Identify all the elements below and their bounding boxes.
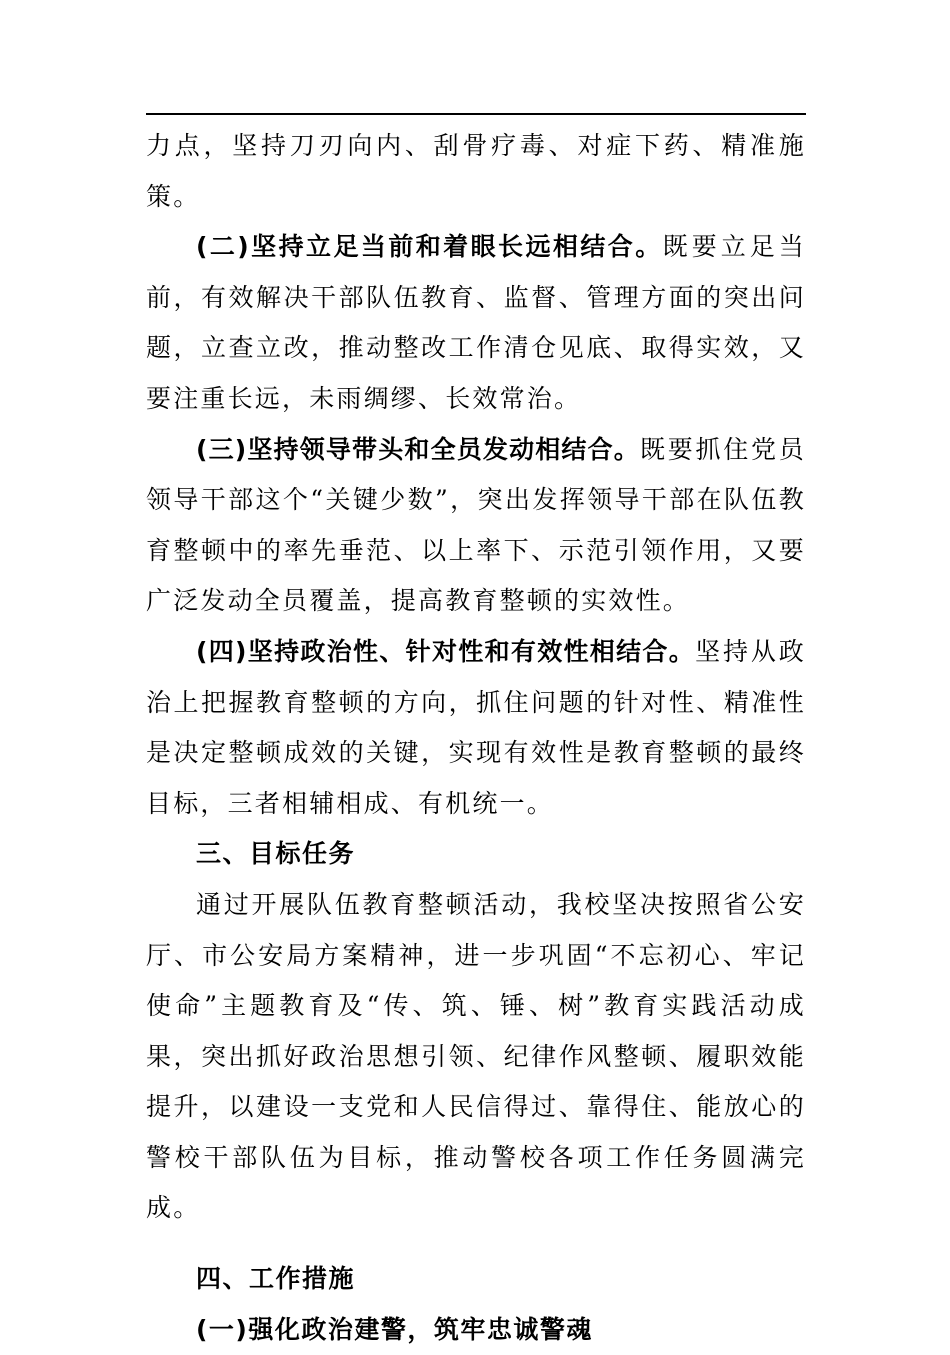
- principle-4-text: 坚持从政治上把握教育整顿的方向，抓住问题的针对性、精准性是决定整顿成效的关键，实现有效性是教育整顿的最终目标，三者相辅相成、有机统一。: [146, 636, 806, 818]
- principle-4-lead: (四)坚持政治性、针对性和有效性相结合。: [196, 636, 696, 666]
- continuation-text: 力点，坚持刀刃向内、刮骨疗毒、对症下药、精准施策。: [146, 131, 806, 211]
- section-three-heading: 三、目标任务: [196, 839, 356, 869]
- header-rule: [146, 113, 806, 115]
- principle-3-lead: (三)坚持领导带头和全员发动相结合。: [196, 434, 640, 464]
- section-four-heading: 四、工作措施: [196, 1264, 356, 1294]
- principle-3-text: 既要抓住党员领导干部这个“关键少数”，突出发挥领导干部在队伍教育整顿中的率先垂范、以上率下、示范引领作用，又要广泛发动全员覆盖，提高教育整顿的实效性。: [146, 434, 806, 616]
- principle-paragraph-3: [146, 425, 806, 627]
- continuation-paragraph: [146, 121, 806, 222]
- principle-paragraph-4: [146, 627, 806, 829]
- document-body: [146, 121, 806, 1355]
- principle-paragraph-2: [146, 222, 806, 424]
- principle-2-text: 既要立足当前，有效解决干部队伍教育、监督、管理方面的突出问题，立查立改，推动整改工作清仓见底、取得实效，又要注重长远，未雨绸缪、长效常治。: [146, 232, 806, 413]
- section-three-text: 通过开展队伍教育整顿活动，我校坚决按照省公安厅、市公安局方案精神，进一步巩固“不忘初心、牢记使命”主题教育及“传、筑、锤、树”教育实践活动成果，突出抓好政治思想引领、纪律作风整顿、履职效能提升，以建设一支党和人民信得过、靠得住、能放心的警校干部队伍为目标，推动警校各项工作任务圆满完成。: [146, 889, 806, 1223]
- section-four-subheading: (一)强化政治建警，筑牢忠诚警魂: [196, 1314, 593, 1344]
- section-three-paragraph: [146, 880, 806, 1234]
- principle-2-lead: (二)坚持立足当前和着眼长远相结合。: [196, 232, 663, 262]
